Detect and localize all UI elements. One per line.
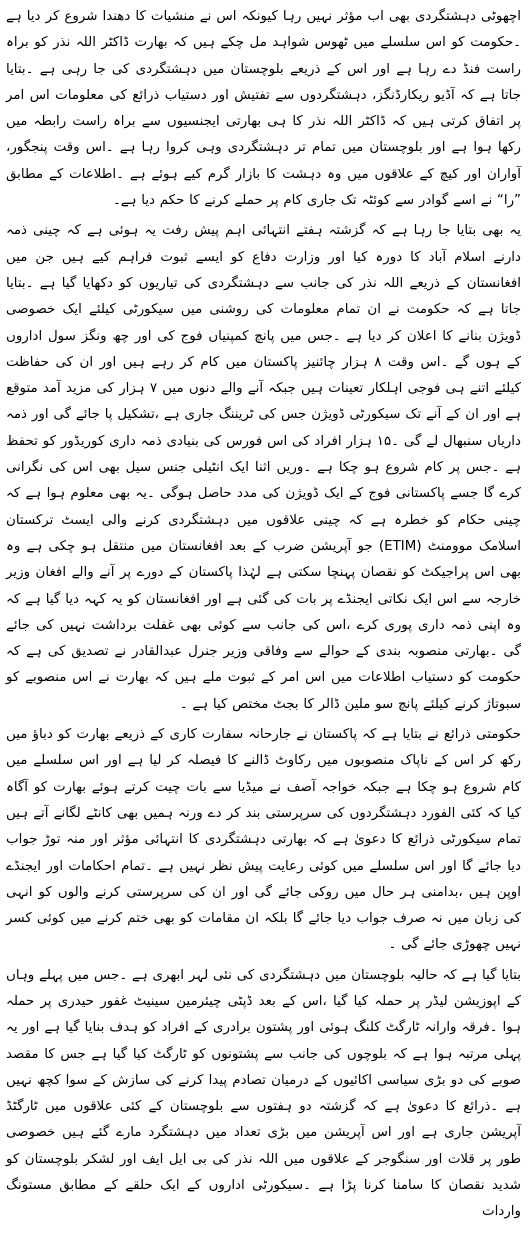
article-paragraph-4: بتایا گیا ہے کہ حالیہ بلوچستان میں دہشتگردی کی نئی لہر ابھری ہے ۔جس میں پہلے وہاں کے اپوزیشن لیڈر پر حملہ کیا گیا ،اس کے بعد ڈپٹی چیئرمین سینیٹ غفور حیدری پر حملہ ہوا ۔فرقہ وارانہ ٹارگٹ کلنگ ہوئی اور پشتون برادری کے افراد کو ہدف بنایا گیا ہے اور یہ پہلی مرتبہ ہوا ہے کہ بلوچوں کی جانب سے پشتونوں کو ٹارگٹ کیا گیا ہے جس کا مقصد صوبے کی دو بڑی سیاسی اکائیوں کے درمیان تصادم پیدا کرنے کی سازش کے سوا کچھ نہیں ہے ۔ذرائع کا دعویٰ ہے کہ گزشتہ دو ہفتوں سے بلوچستان کے کئی علاقوں میں ٹارگٹڈ آپریشن جاری ہے اور اس آپریشن میں بڑی تعداد میں دہشتگرد مارے گئے ہیں خصوصی طور پر قلات اور سنگوجر کے علاقوں میں اللہ نذر کی بی ایل ایف اور لشکر بلوچستان کو شدید نقصان کا سامنا کرنا پڑا ہے ۔سیکورٹی اداروں کے ایک حلقے کے مطابق مستونگ واردات <box>6 967 521 1220</box>
article-paragraph-2: یہ بھی بتایا جا رہا ہے کہ گزشتہ ہفتے انتہائی اہم پیش رفت یہ ہوئی ہے کہ چینی ذمہ دارنے اسلام آباد کا دورہ کیا اور وزارت دفاع کو ایسے ثبوت فراہم کیے ہیں جن میں افغانستان کے ذریعے اللہ نذر کی جانب سے دہشتگردی کی تیاریوں کو دکھایا گیا ہے ۔بتایا جاتا ہے کہ حکومت نے ان تمام معلومات کی روشنی میں سیکورٹی کیلئے ایک خصوصی ڈویژن بنانے کا اعلان کر دیا ہے ۔جس میں پانچ کمپنیاں فوج کی اور چھ ونگز سول اداروں کے ہوں گے ۔اس وقت ۸ ہزار چائنیز پاکستان میں کام کر رہے ہیں اور ان کی حفاظت کیلئے اتنے ہی فوجی اہلکار تعینات ہیں جبکہ آنے والے دنوں میں ۷ ہزار کی مزید آمد متوقع ہے اور ان کے آنے تک سیکورٹی ڈویژن جس کی ٹریننگ جاری ہے ،تشکیل پا جائے گی اور ذمہ داریاں سنبھال لے گی ۔۱۵ ہزار افراد کی اس فورس کی بنیادی ذمہ داری کوریڈور کو تحفظ ہے ۔جس پر کام شروع ہو چکا ہے ۔وریں اثنا ایک انٹیلی جنس سیل بھی اس کی نگرانی کرے گا جسے پاکستانی فوج کے ایک ڈویژن کی مدد حاصل ہوگی ۔یہ بھی معلوم ہوا ہے کہ چینی حکام کو خطرہ ہے کہ چینی علاقوں میں دہشتگردی کرنے والی ایسٹ ترکستان اسلامک موومنٹ (ETIM) جو آپریشن ضرب کے بعد افغانستان میں منتقل ہو چکی ہے وہ بھی اس پراجیکٹ کو نقصان پہنچا سکتی ہے لہٰذا پاکستان کے دورے پر آنے والے افغان وزیر خارجہ سے اس ایک نکاتی ایجنڈے پر بات کی گئی ہے اور افغانستان کو یہ کہہ دیا گیا ہے کہ وہ اپنی ذمہ داری پوری کرے ،اس کی جانب سے کوئی بھی غفلت برداشت نہیں کی جائے گی ۔بھارتی منصوبہ بندی کے حوالے سے وفاقی وزیر جنرل عبدالقادر نے تصدیق کی ہے کہ حکومت کو دستیاب اطلاعات میں اس امر کے ثبوت ملے ہیں کہ بھارت نے اس منصوبے کو سبوتاژ کرنے کیلئے پانچ سو ملین ڈالر کا بجٹ مختص کیا ہے ۔ <box>6 223 522 712</box>
article-paragraph-1: اچھوٹی دہشتگردی بھی اب مؤثر نہیں رہا کیونکہ اس نے منشیات کا دھندا شروع کر دیا ہے ۔حکومت کو اس سلسلے میں ٹھوس شواہد مل چکے ہیں کہ بھارت ڈاکٹر اللہ نذر کو براہ راست فنڈ دے رہا ہے اور اس کے ذریعے بلوچستان میں دہشتگردی کی جا رہی ہے ۔بتایا جاتا ہے کہ آڈیو ریکارڈنگز، دہشتگردوں سے تفتیش اور دستیاب ذرائع کی معلومات اس امر پر اتفاق کرتی ہیں کہ ڈاکٹر اللہ نذر کا ہی بھارتی ایجنسیوں سے براہ راست رابطہ میں رکھا ہوا ہے اور بلوچستان میں تمام تر دہشتگردی وہی کروا رہا ہے ۔اس وقت پنجگور، آواران اور کیچ کے علاقوں میں وہ دہشت کا بازار گرم کیے ہوئے ہے ۔اطلاعات کے مطابق ”را“ نے اسے گوادر سے کوئٹہ تک جاری کام پر حملے کرنے کا حکم دیا ہے۔ <box>6 9 521 209</box>
article-paragraph-3: حکومتی ذرائع نے بتایا ہے کہ پاکستان نے جارحانہ سفارت کاری کے ذریعے بھارت کو دباؤ میں رکھ کر اس کے ناپاک منصوبوں میں رکاوٹ ڈالنے کا فیصلہ کر لیا ہے اور اس سلسلے میں کام شروع ہو چکا ہے جبکہ خواجہ آصف نے میڈیا سے بات چیت کرتے ہوئے بھارت کو آگاہ کیا کہ کئی الفورد دہشتگردوں کی سرپرستی بند کر دے ورنہ ہمیں بھی کانٹے لگانے آتے ہیں تمام سیکورٹی ذرائع کا دعویٰ ہے کہ بھارتی دہشتگردی کا انتہائی مؤثر اور منہ توڑ جواب دیا جائے گا اور اس سلسلے میں کوئی رعایت پیش نظر نہیں ہے ۔تمام احکامات اور ایجنڈے اوپن ہیں ،بدامنی ہر حال میں روکی جائے گی اور ان کی سرپرستی کرنے والوں کو انہی کی زبان میں نہ صرف جواب دیا جائے گا بلکہ ان مقامات کو بھی ختم کرنے میں کوئی کسر نہیں چھوڑی جائے گی ۔ <box>6 727 521 953</box>
